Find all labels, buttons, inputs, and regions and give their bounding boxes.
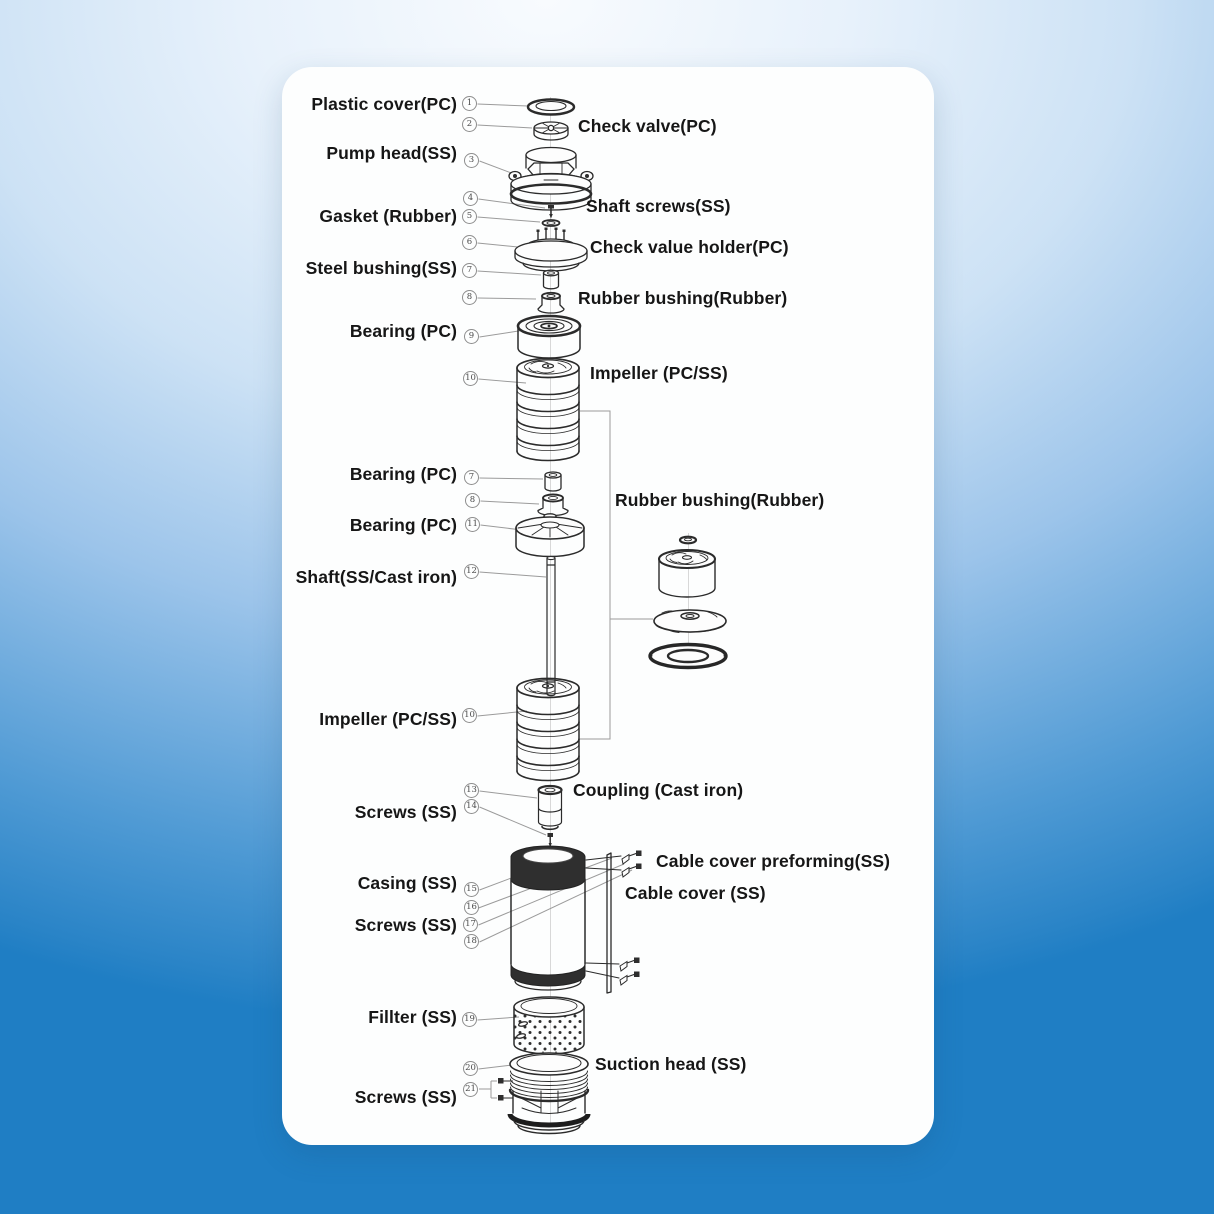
callout-8b: 8 [465,493,480,508]
callout-7b: 7 [464,470,479,485]
part-plastic-cover [528,100,574,115]
part-rubber-bushing [538,293,564,313]
label-shaft-screws: Shaft screws(SS) [586,196,731,216]
label-plastic-cover: Plastic cover(PC) [311,94,457,114]
callout-10b: 10 [462,708,477,723]
part-pump-head [509,148,593,211]
label-impeller-bottom: Impeller (PC/SS) [319,709,457,729]
callout-14: 14 [464,799,479,814]
label-screws-2: Screws (SS) [354,915,457,935]
part-rubber-bushing-mid [538,495,568,516]
label-gasket: Gasket (Rubber) [319,206,457,226]
label-casing: Casing (SS) [357,873,457,893]
part-impeller-stack-bottom [517,679,579,781]
callout-15: 15 [464,882,479,897]
label-check-valve: Check valve(PC) [578,116,717,136]
callout-2: 2 [462,117,477,132]
label-pump-head: Pump head(SS) [326,143,457,163]
callout-4: 4 [463,191,478,206]
label-check-value-holder: Check value holder(PC) [590,237,789,257]
label-rubber-bushing-mid: Rubber bushing(Rubber) [615,490,825,510]
part-gasket [543,220,560,226]
callout-19: 19 [462,1012,477,1027]
callout-9: 9 [464,329,479,344]
part-screw-14 [548,833,554,848]
label-cable-cover: Cable cover (SS) [625,883,766,903]
part-coupling [539,786,562,829]
callout-13: 13 [464,783,479,798]
callout-17: 17 [463,917,478,932]
part-check-valve [534,122,568,140]
pump-exploded-drawing [282,67,934,1145]
callout-7: 7 [462,263,477,278]
label-fillter: Fillter (SS) [368,1007,457,1027]
callout-3: 3 [464,153,479,168]
label-rubber-bushing-top: Rubber bushing(Rubber) [578,288,788,308]
part-steel-bushing [544,270,559,289]
label-bearing-3: Bearing (PC) [349,515,457,535]
part-bearing-3 [516,514,584,557]
callout-8: 8 [462,290,477,305]
label-coupling: Coupling (Cast iron) [573,780,744,800]
label-cable-cover-preforming: Cable cover preforming(SS) [656,851,891,871]
label-bearing-2: Bearing (PC) [349,464,457,484]
subassembly-rubber-bushing [650,537,726,668]
callout-20: 20 [463,1061,478,1076]
callout-1: 1 [462,96,477,111]
callout-12: 12 [464,564,479,579]
callout-16: 16 [464,900,479,915]
label-screws-1: Screws (SS) [354,802,457,822]
label-impeller-top: Impeller (PC/SS) [590,363,728,383]
part-check-value-holder [515,228,587,272]
part-shaft [547,556,555,695]
callout-18: 18 [464,934,479,949]
callout-21: 21 [463,1082,478,1097]
label-screws-3: Screws (SS) [354,1087,457,1107]
part-cable-cover [586,851,642,994]
part-impeller-stack-top [517,359,579,461]
part-suction-head [498,1052,588,1133]
part-bearing-1 [518,316,580,358]
callout-6: 6 [462,235,477,250]
label-steel-bushing: Steel bushing(SS) [305,258,457,278]
part-bearing-2 [545,472,561,491]
part-casing [511,846,585,990]
callout-11: 11 [465,517,480,532]
label-shaft: Shaft(SS/Cast iron) [295,567,457,587]
part-filter [514,997,584,1054]
callout-5: 5 [462,209,477,224]
diagram-card [282,67,934,1145]
label-bearing-1: Bearing (PC) [349,321,457,341]
label-suction-head: Suction head (SS) [595,1054,747,1074]
callout-10: 10 [463,371,478,386]
part-shaft-screw [548,205,554,219]
